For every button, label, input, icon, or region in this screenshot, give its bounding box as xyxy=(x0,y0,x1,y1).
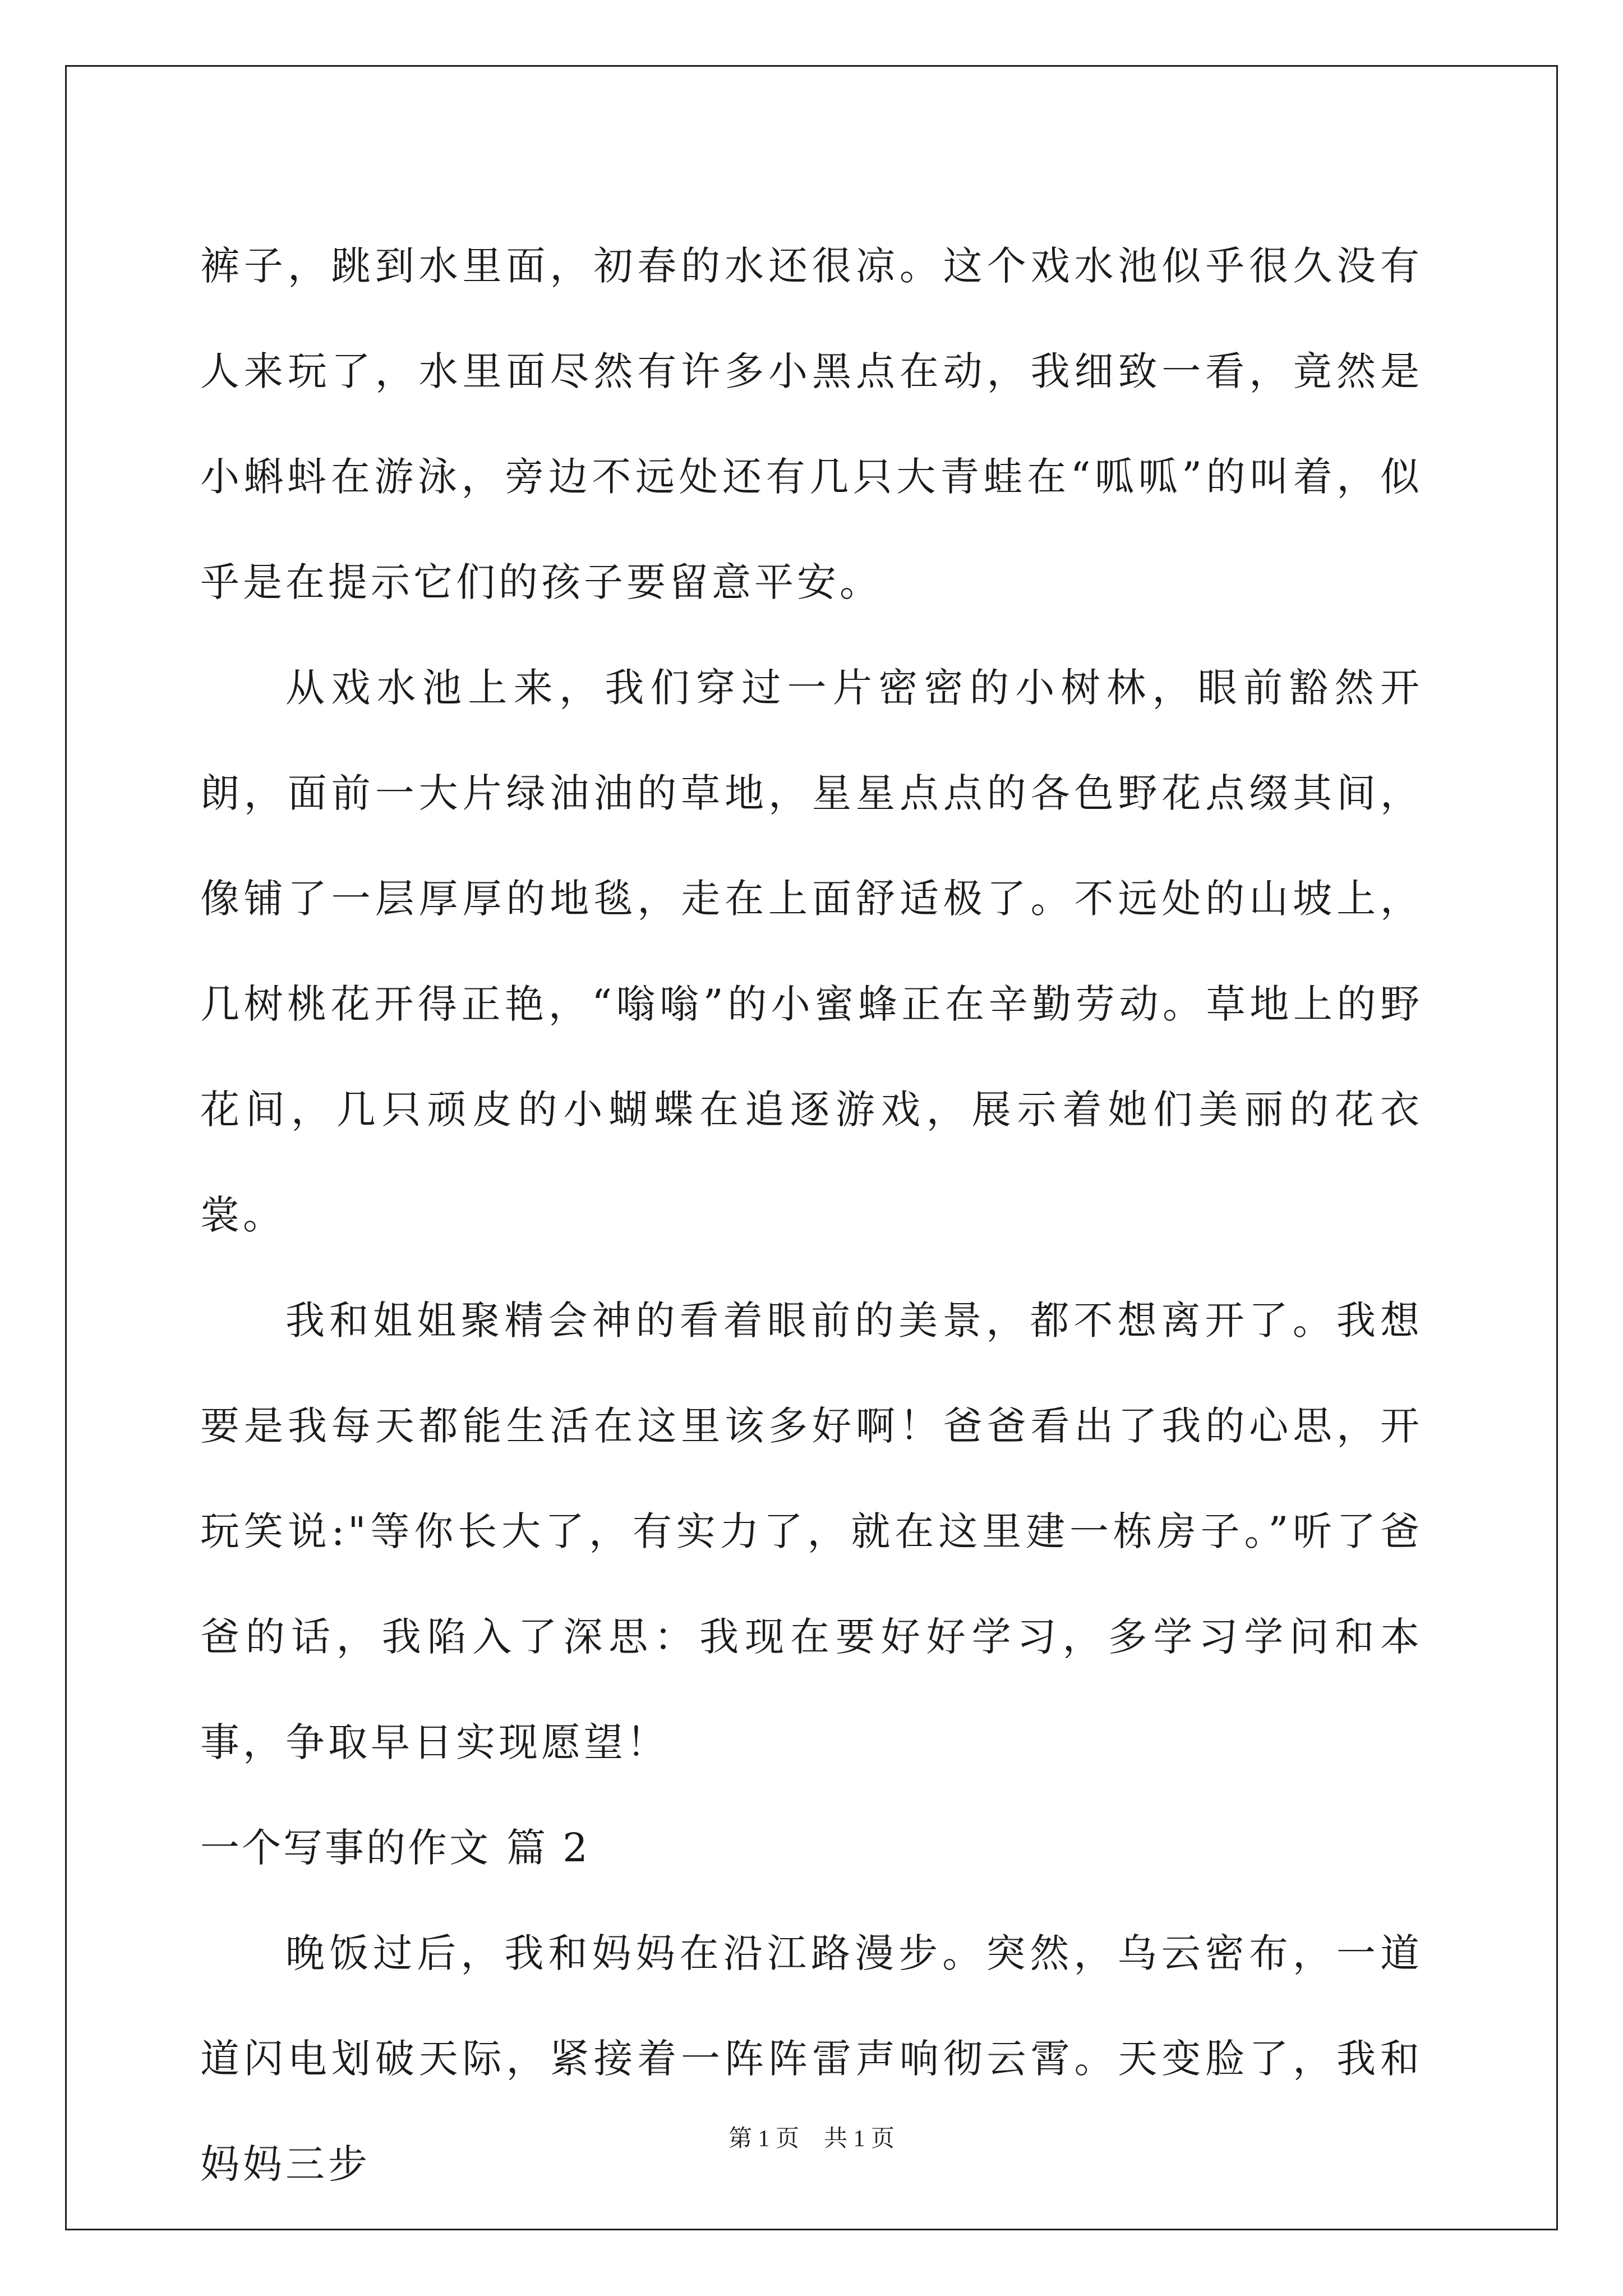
heading-part: 篇 2 xyxy=(506,1825,590,1871)
document-body xyxy=(200,213,1423,2217)
paragraph-1: 裤子，跳到水里面，初春的水还很凉。这个戏水池似乎很久没有人来玩了，水里面尽然有许多小黑点在动，我细致一看，竟然是小蝌蚪在游泳，旁边不远处还有几只大青蛙在“呱呱”的叫着，似乎是在提示它们的孩子要留意平安。 xyxy=(200,243,1423,605)
paragraph-3: 我和姐姐聚精会神的看着眼前的美景，都不想离开了。我想要是我每天都能生活在这里该多好啊！爸爸看出了我的心思，开玩笑说:"等你长大了，有实力了，就在这里建一栋房子。”听了爸爸的话，我陷入了深思：我现在要好好学习，多学习学问和本事，争取早日实现愿望！ xyxy=(200,1297,1423,1765)
page-total: 共 1 页 xyxy=(824,2126,895,2152)
heading-title: 一个写事的作文 xyxy=(200,1825,491,1871)
paragraph-4: 晚饭过后，我和妈妈在沿江路漫步。突然，乌云密布，一道道闪电划破天际，紧接着一阵阵雷声响彻云霄。天变脸了，我和妈妈三步 xyxy=(200,1930,1423,2187)
page-footer xyxy=(0,2122,1623,2156)
section-heading xyxy=(200,1795,1423,1901)
paragraph-2: 从戏水池上来，我们穿过一片密密的小树林，眼前豁然开朗，面前一大片绿油油的草地，星星点点的各色野花点缀其间，像铺了一层厚厚的地毯，走在上面舒适极了。不远处的山坡上，几树桃花开得正艳，“嗡嗡”的小蜜蜂正在辛勤劳动。草地上的野花间，几只顽皮的小蝴蝶在追逐游戏，展示着她们美丽的花衣裳。 xyxy=(200,665,1423,1238)
page-number: 第 1 页 xyxy=(728,2126,799,2152)
